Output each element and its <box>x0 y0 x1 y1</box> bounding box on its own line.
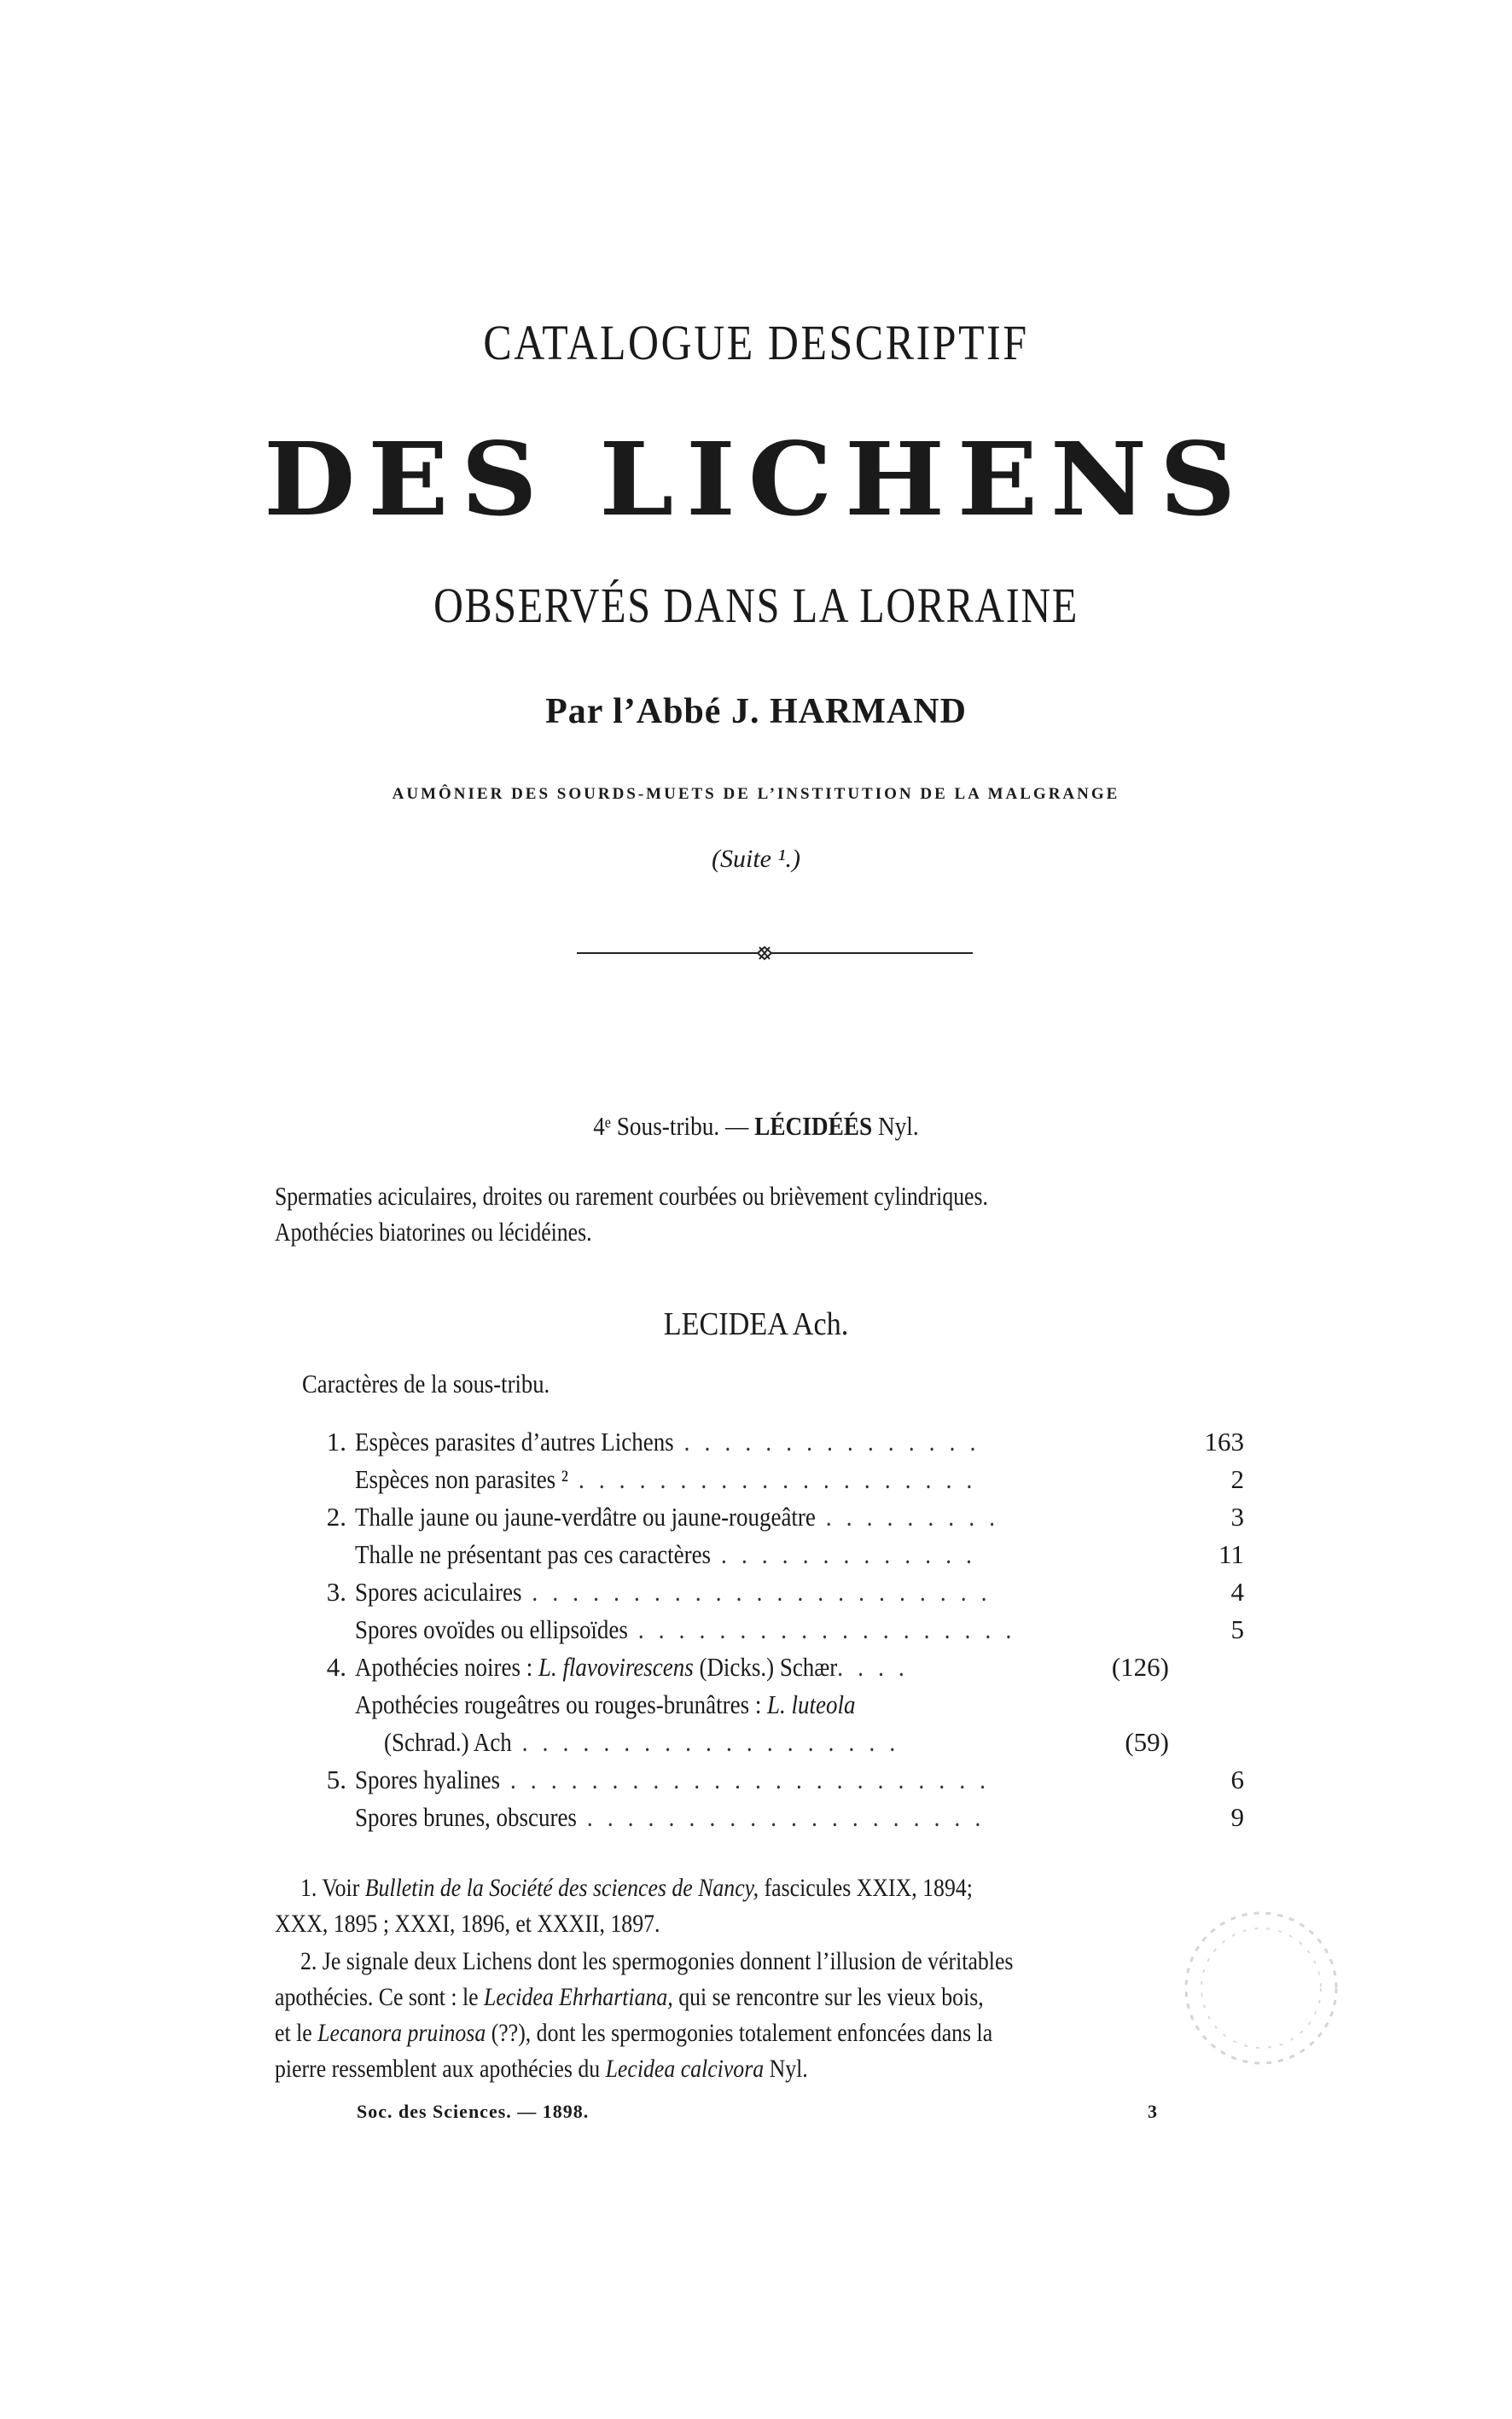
suite-note: (Suite ¹.) <box>712 845 800 873</box>
page-footer: Soc. des Sciences. — 1898. <box>357 2101 590 2122</box>
key-number: 3. <box>326 1577 346 1607</box>
key-ref: 6 <box>1230 1765 1244 1794</box>
description-line-2: Apothécies biatorines ou lécidéines. <box>275 1217 592 1247</box>
key-text: Espèces non parasites ² . . . . . . . . . . . . . . . . . . . . <box>355 1464 977 1494</box>
footnote-2-line-1: 2. Je signale deux Lichens dont les spermogonies donnent l’illusion de véritables <box>300 1947 1014 1975</box>
key-text: Spores ovoïdes ou ellipsoïdes . . . . . . . . . . . . . . . . . . . <box>355 1614 1016 1644</box>
key-text: Thalle jaune ou jaune-verdâtre ou jaune-rougeâtre . . . . . . . . . <box>355 1502 1000 1532</box>
key-text: Espèces parasites d’autres Lichens . . . . . . . . . . . . . . . <box>355 1427 980 1457</box>
key-ref: 5 <box>1230 1614 1244 1644</box>
key-ref: 163 <box>1204 1427 1244 1457</box>
key-number: 2. <box>326 1502 346 1532</box>
key-ref: 11 <box>1218 1539 1244 1569</box>
genus-heading: LECIDEA Ach. <box>663 1306 849 1342</box>
key-text: Spores brunes, obscures . . . . . . . . . . . . . . . . . . . . <box>355 1802 986 1832</box>
key-text: Spores hyalines . . . . . . . . . . . . . . . . . . . . . . . . <box>355 1765 991 1794</box>
signature-mark: 3 <box>1148 2101 1157 2122</box>
key-ref: 3 <box>1230 1502 1244 1532</box>
key-text: Apothécies noires : L. flavovirescens (Dicks.) Schær. . . . <box>355 1652 910 1682</box>
title-line-1: CATALOGUE DESCRIPTIF <box>483 315 1029 370</box>
subtribe-heading <box>90 1111 1421 1142</box>
subtribe-name: LÉCIDÉÉS <box>754 1111 873 1141</box>
footnote-2-line-3: et le Lecanora pruinosa (??), dont les spermogonies totalement enfoncées dans la <box>275 2019 993 2047</box>
key-ref: (126) <box>1111 1652 1169 1682</box>
description-line-1: Spermaties aciculaires, droites ou rarement courbées ou brièvement cylindriques. <box>275 1181 988 1211</box>
title-line-2: DES LICHENS <box>263 420 1249 538</box>
key-ref: 4 <box>1230 1577 1244 1607</box>
key-text: Thalle ne présentant pas ces caractères . . . . . . . . . . . . . <box>355 1539 977 1569</box>
subtribe-author: Nyl. <box>872 1111 919 1141</box>
affiliation-line: AUMÔNIER DES SOURDS-MUETS DE L’INSTITUTION DE LA MALGRANGE <box>392 785 1120 803</box>
key-ref: 2 <box>1230 1464 1244 1494</box>
ornamental-rule <box>577 943 973 963</box>
key-ref: 9 <box>1230 1802 1244 1832</box>
footnote-2-line-4: pierre ressemblent aux apothécies du Lecidea calcivora Nyl. <box>275 2055 808 2083</box>
key-text: (Schrad.) Ach . . . . . . . . . . . . . . . . . . . <box>384 1727 900 1757</box>
subtribe-prefix: 4ᵉ Sous-tribu. — <box>593 1111 755 1141</box>
key-text: Spores aciculaires . . . . . . . . . . . . . . . . . . . . . . . <box>355 1577 992 1607</box>
author-line: Par l’Abbé J. HARMAND <box>545 692 967 731</box>
footnote-1-line-1: 1. Voir Bulletin de la Société des sciences de Nancy, fascicules XXIX, 1894; <box>300 1874 973 1902</box>
footnote-2-line-2: apothécies. Ce sont : le Lecidea Ehrhartiana, qui se rencontre sur les vieux bois, <box>275 1983 984 2011</box>
key-number: 1. <box>326 1427 346 1457</box>
key-text: Apothécies rougeâtres ou rouges-brunâtres : L. luteola <box>355 1689 856 1719</box>
key-number: 5. <box>326 1765 346 1794</box>
library-stamp-icon <box>1176 1886 1346 2090</box>
key-number: 4. <box>326 1652 346 1682</box>
characters-label: Caractères de la sous-tribu. <box>302 1369 550 1398</box>
key-ref: (59) <box>1125 1727 1169 1757</box>
title-line-3: OBSERVÉS DANS LA LORRAINE <box>433 578 1079 633</box>
footnote-1-line-2: XXX, 1895 ; XXXI, 1896, et XXXII, 1897. <box>275 1910 660 1938</box>
